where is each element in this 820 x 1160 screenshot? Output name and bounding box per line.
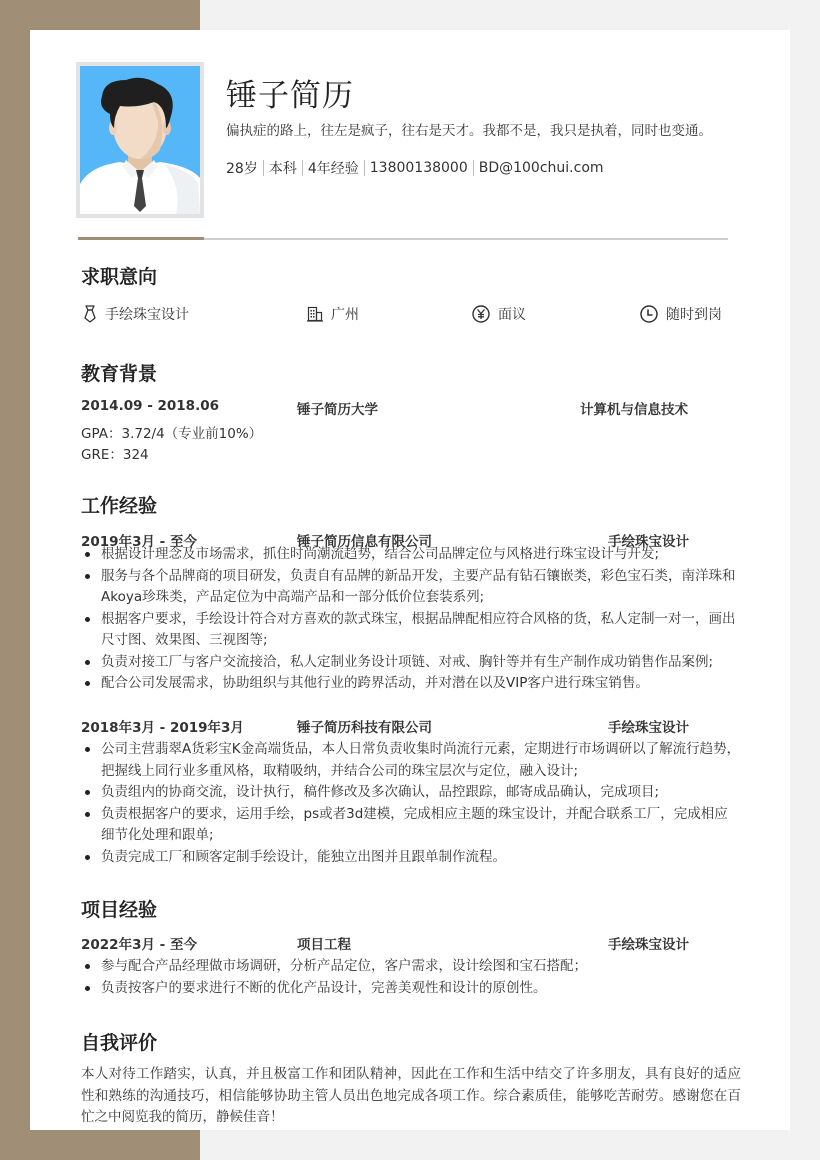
education-school: 锤子简历大学 (297, 402, 378, 418)
list-item: 参与配合产品经理做市场调研，分析产品定位，客户需求，设计绘图和宝石搭配； (81, 956, 741, 978)
work-company: 锤子简历信息有限公司 (297, 534, 432, 550)
work-company: 锤子简历科技有限公司 (297, 720, 432, 736)
separator (364, 160, 365, 176)
intent-availability-label: 随时到岗 (666, 307, 722, 323)
intent-position-label: 手绘珠宝设计 (105, 307, 189, 323)
project-duties-list (81, 956, 741, 999)
work-duties-list (81, 739, 741, 868)
intent-city-label: 广州 (331, 307, 359, 323)
list-item: 负责完成工厂和顾客定制手绘设计，能独立出图并且跟单制作流程。 (81, 847, 741, 869)
education-period: 2014.09 - 2018.06 (81, 398, 219, 414)
phone: 13800138000 (369, 160, 468, 176)
separator (473, 160, 474, 176)
education-major: 计算机与信息技术 (580, 402, 688, 418)
degree: 本科 (268, 161, 297, 177)
intent-salary (472, 304, 526, 324)
building-icon (307, 306, 323, 322)
work-period: 2018年3月 - 2019年3月 (81, 720, 244, 736)
project-role: 手绘珠宝设计 (608, 937, 689, 953)
age: 28岁 (226, 161, 258, 177)
header-divider-accent (78, 237, 204, 240)
list-item: 服务与各个品牌商的项目研发，负责自有品牌的新品开发，主要产品有钻石镶嵌类，彩色宝石类，南洋珠和Akoya珍珠类，产品定位为中高端产品和一部分低价位套装系列; (81, 566, 741, 609)
list-item: 负责组内的协商交流，设计执行，稿件修改及多次确认，品控跟踪，邮寄成品确认，完成项目; (81, 782, 741, 804)
experience-years: 4年经验 (307, 161, 359, 177)
intent-city (307, 304, 359, 324)
avatar-illustration (80, 66, 200, 214)
self-evaluation-text: 本人对待工作踏实，认真，并且极富工作和团队精神，因此在工作和生活中结交了许多朋友，具有良好的适应性和熟练的沟通技巧，相信能够协助主管人员出色地完成各项工作。综合素质佳，能够吃苦耐劳。感谢您在百忙之中阅览我的简历，静候佳音！ (81, 1066, 741, 1125)
list-item: 负责按客户的要求进行不断的优化产品设计，完善美观性和设计的原创性。 (81, 978, 741, 1000)
section-title-projects: 项目经验 (81, 899, 158, 921)
list-item: 根据客户要求，手绘设计符合对方喜欢的款式珠宝，根据品牌配相应符合风格的货，私人定制一对一，画出尺寸图、效果图、三视图等; (81, 609, 741, 652)
clock-icon (640, 305, 658, 323)
basic-info (226, 158, 604, 178)
section-title-education: 教育背景 (81, 363, 158, 385)
list-item: 负责根据客户的要求，运用手绘，ps或者3d建模，完成相应主题的珠宝设计，并配合联系工厂，完成相应细节化处理和跟单; (81, 804, 741, 847)
intent-availability (640, 304, 722, 324)
education-gpa: GPA：3.72/4（专业前10%） (81, 426, 263, 442)
motto: 偏执症的路上，往左是疯子，往右是天才。我都不是，我只是执着，同时也变通。 (226, 123, 712, 139)
separator (302, 160, 303, 176)
section-title-work: 工作经验 (81, 495, 158, 517)
section-title-self-evaluation: 自我评价 (81, 1032, 158, 1054)
avatar (76, 62, 204, 218)
education-gre: GRE：324 (81, 447, 149, 463)
tie-icon (83, 305, 97, 323)
list-item: 根据设计理念及市场需求，抓住时尚潮流趋势，结合公司品牌定位与风格进行珠宝设计与开发; (81, 544, 741, 566)
email: BD@100chui.com (478, 160, 604, 176)
work-position: 手绘珠宝设计 (608, 534, 689, 550)
work-period: 2019年3月 - 至今 (81, 534, 197, 550)
project-period: 2022年3月 - 至今 (81, 937, 197, 953)
resume-card (30, 30, 790, 1130)
list-item: 公司主营翡翠A货彩宝K金高端货品，本人日常负责收集时尚流行元素，定期进行市场调研以了解流行趋势，把握线上同行业多重风格，取精吸纳，并结合公司的珠宝层次与定位，融入设计; (81, 739, 741, 782)
work-duties-list (81, 544, 741, 695)
candidate-name: 锤子简历 (226, 78, 354, 114)
intent-position (83, 304, 189, 324)
yen-icon (472, 305, 490, 323)
intent-salary-label: 面议 (498, 307, 526, 323)
project-name: 项目工程 (297, 937, 351, 953)
separator (263, 160, 264, 176)
list-item: 负责对接工厂与客户交流接洽，私人定制业务设计项链、对戒、胸针等并有生产制作成功销售作品案例; (81, 652, 741, 674)
list-item: 配合公司发展需求，协助组织与其他行业的跨界活动，并对潜在以及VIP客户进行珠宝销售。 (81, 673, 741, 695)
section-title-job-intent: 求职意向 (81, 266, 158, 288)
work-position: 手绘珠宝设计 (608, 720, 689, 736)
